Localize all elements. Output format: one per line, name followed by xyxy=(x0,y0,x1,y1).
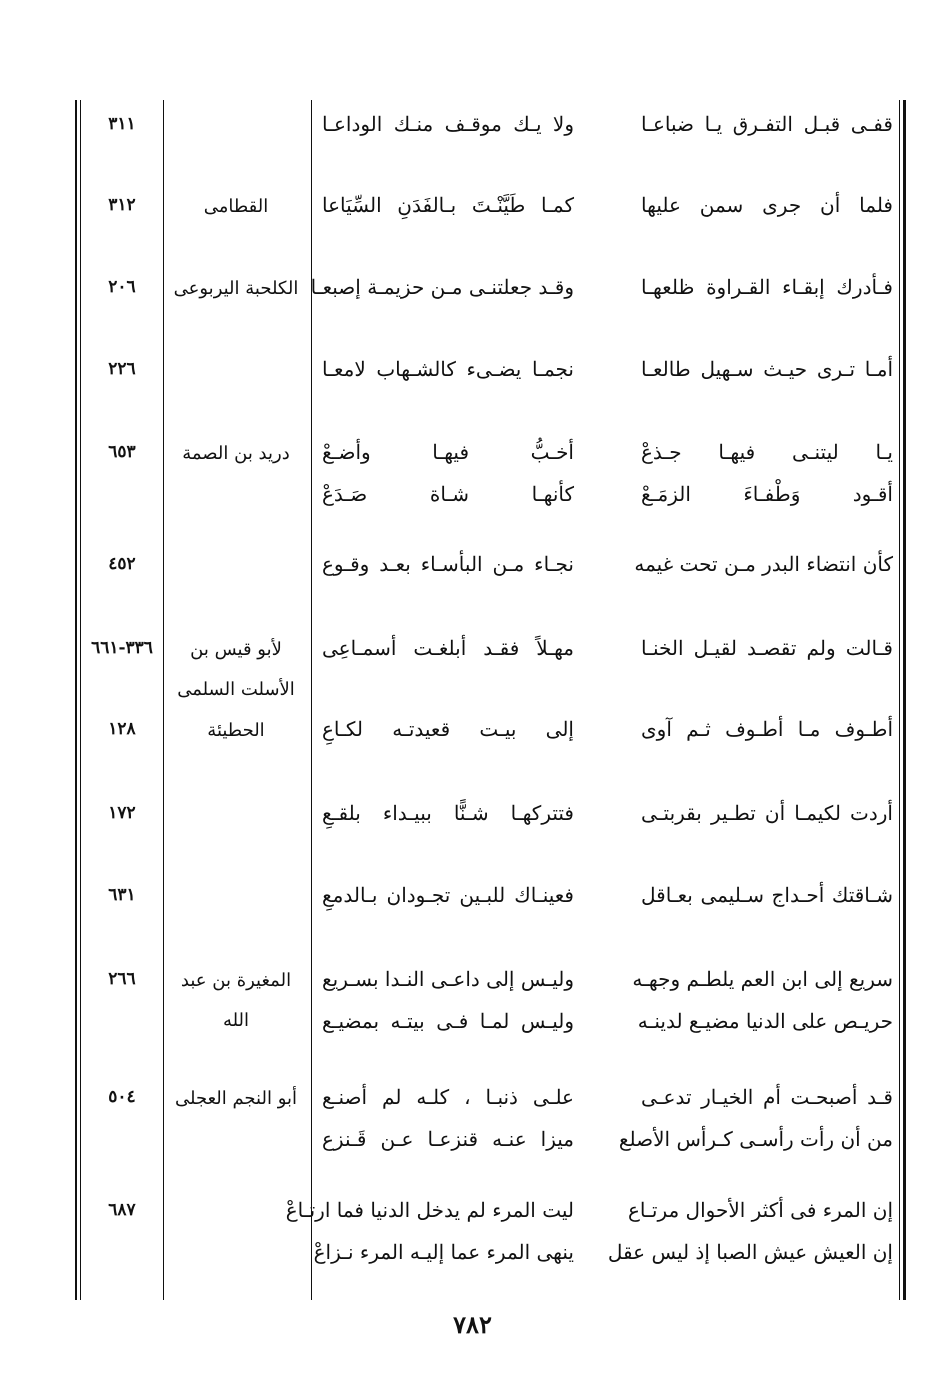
right-border-inner xyxy=(899,100,900,1300)
verse-line: علـى ذنبـا ، كلـه لم أصنـع xyxy=(322,1085,574,1109)
second-hemistich xyxy=(322,112,574,154)
second-hemistich xyxy=(322,717,574,759)
first-hemistich xyxy=(641,440,893,524)
right-border-outer xyxy=(903,100,906,1300)
first-hemistich xyxy=(632,967,893,1051)
poet-name: الكلحبة اليربوعى xyxy=(173,278,299,299)
first-hemistich xyxy=(641,275,893,317)
verse-line: أخـبُّ فيهـا وأضـعْ xyxy=(322,440,574,464)
second-hemistich xyxy=(322,1085,574,1169)
verse-line: وقـد جعلتنـى مـن حزيمـة إصبعـا xyxy=(310,275,574,299)
verse-line: إلى بيـت قعيدتـه لكـاعِ xyxy=(322,717,574,741)
poet-name: المغيرة بن عبد الله xyxy=(180,970,292,1031)
page-reference: ٦٨٧ xyxy=(108,1200,136,1220)
page-reference: ٣١١ xyxy=(108,114,136,134)
verse-line: قـالت ولم تقصـد لقيـل الخنـا xyxy=(641,636,893,660)
page-reference: ٣١٢ xyxy=(108,195,136,215)
first-hemistich xyxy=(641,193,893,235)
verse-line: إن المرء فى أكثر الأحوال مرتـاع xyxy=(627,1198,893,1222)
page-reference: ٢٠٦ xyxy=(108,277,136,297)
first-hemistich xyxy=(607,1198,893,1282)
first-hemistich xyxy=(641,717,893,759)
first-hemistich xyxy=(641,636,893,678)
page-reference: ١٧٢ xyxy=(108,803,136,823)
left-border-inner xyxy=(80,100,81,1300)
page-reference: ٢٢٦ xyxy=(108,359,136,379)
verse-line: نجـاء مـن البأسـاء بعـد وقـوع xyxy=(322,552,574,576)
verse-line: ينهى المرء عما إليـه المرء نـزاعْ xyxy=(313,1240,574,1264)
verse-line: أطـوف مـا أطـوف ثـم آوى xyxy=(641,717,893,741)
verse-line: فتتركهـا شـنًّا ببيـداء بلقـعِ xyxy=(322,801,574,825)
verse-line: سريع إلى ابن العم يلطـم وجهـه xyxy=(632,967,893,991)
verse-line: أمـا تـرى حيـث سـهيل طالعـا xyxy=(641,357,893,381)
verse-line: كمـا طَيَّنْـتَ بـالفَدَنِ السِّيَاعا xyxy=(322,193,574,217)
first-hemistich xyxy=(634,552,893,594)
verse-line: وليـس لمـا فـى بيتـه بمضيـع xyxy=(322,1009,574,1033)
poet-name: دريد بن الصمة xyxy=(182,443,290,464)
second-hemistich xyxy=(322,193,574,235)
verse-line: ولا يـك موقـف منـك الوداعـا xyxy=(322,112,574,136)
verse-line: فلما أن جرى سمن عليها xyxy=(641,193,893,217)
poet-name: لأبو قيس بن الأسلت السلمى xyxy=(177,639,295,700)
first-hemistich xyxy=(618,1085,893,1169)
verse-line: إن العيش عيش الصبا إذ ليس عقل xyxy=(607,1240,893,1264)
page-reference: ١٢٨ xyxy=(108,719,136,739)
verse-line: شـاقتك أحـداج سـليمى بعـاقل xyxy=(641,883,893,907)
verse-line: حريـص على الدنيا مضيـع لدينـه xyxy=(637,1009,893,1033)
verse-line: مهـلاً فقـد أبلغـت أسمـاعِى xyxy=(322,636,574,660)
verse-line: نجمـا يضـىء كالشـهاب لامعـا xyxy=(322,357,574,381)
verse-line: قفـى قبـل التفـرق يـا ضباعـا xyxy=(641,112,893,136)
second-hemistich xyxy=(322,801,574,843)
left-border-outer xyxy=(75,100,77,1300)
page-reference: ٢٦٦ xyxy=(108,969,136,989)
second-hemistich xyxy=(322,967,574,1051)
second-hemistich xyxy=(322,636,574,678)
page-reference: ٦٣١ xyxy=(108,885,136,905)
verse-line: فعينـاك للبـين تجـودان بـالدمعِ xyxy=(322,883,574,907)
second-hemistich xyxy=(322,883,574,925)
second-hemistich xyxy=(322,552,574,594)
verse-line: قـد أصبحـت أم الخيـار تدعـى xyxy=(641,1085,893,1109)
verse-line: أردت لكيمـا أن تطـير بقربتـى xyxy=(641,801,893,825)
verse-line: كأن انتضاء البدر مـن تحت غيمه xyxy=(634,552,893,576)
poet-name: القطامى xyxy=(203,196,269,217)
verse-line: كأنهـا شـاة صَـدَعْ xyxy=(322,482,574,506)
column-divider-page xyxy=(163,100,164,1300)
first-hemistich xyxy=(641,801,893,843)
verse-line: ميزا عنـه قنزعـا عـن قَـنزع xyxy=(322,1127,574,1151)
page-number: ٧٨٢ xyxy=(453,1310,492,1339)
first-hemistich xyxy=(641,357,893,399)
page-reference: ٥٠٤ xyxy=(108,1087,136,1107)
first-hemistich xyxy=(641,112,893,154)
verse-line: من أن رأت رأسـى كـرأس الأصلع xyxy=(618,1127,893,1151)
page-reference: ٦٥٣ xyxy=(108,442,136,462)
second-hemistich xyxy=(322,357,574,399)
second-hemistich xyxy=(285,1198,574,1282)
page-reference: ٣٣٦-٦٦١ xyxy=(91,638,153,658)
verse-line: فـأدرك إبقـاء القـراوة ظلعهـا xyxy=(641,275,893,299)
verse-line: يـا ليتنـى فيهـا جـذعْ xyxy=(641,440,893,464)
verse-line: وليـس إلى داعـى النـدا بسـريع xyxy=(322,967,574,991)
poet-name: أبو النجم العجلى xyxy=(174,1088,298,1109)
second-hemistich xyxy=(322,440,574,524)
poet-name: الحطيئة xyxy=(207,720,265,741)
verse-line: أقـود وَطْفـاءَ الزمَـعْ xyxy=(641,482,893,506)
second-hemistich xyxy=(310,275,574,317)
verse-line: ليت المرء لم يدخل الدنيا فما ارتـاعْ xyxy=(285,1198,574,1222)
first-hemistich xyxy=(641,883,893,925)
page-reference: ٤٥٢ xyxy=(108,554,136,574)
